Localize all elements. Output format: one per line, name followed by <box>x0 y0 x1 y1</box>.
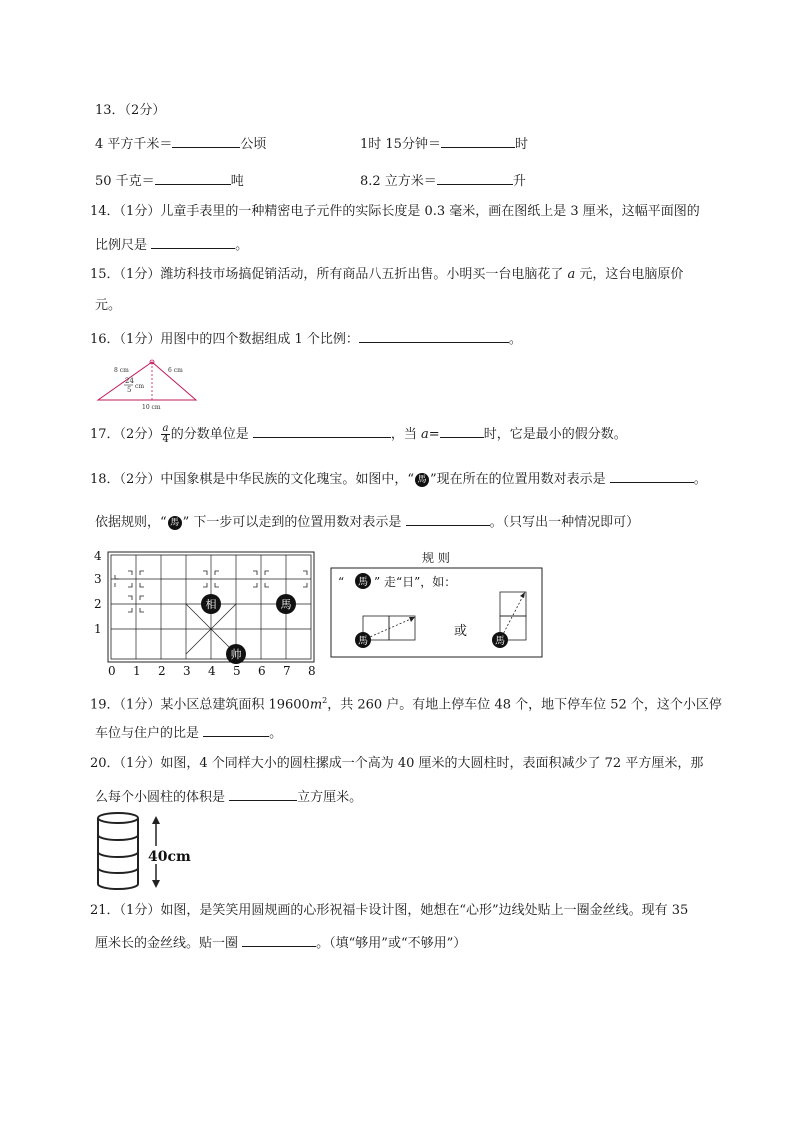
q21-line1: 21．（1分）如图，是笑笑用圆规画的心形祝福卡设计图，她想在“心形”边线处贴上一圈金丝线。现有 35 <box>90 903 689 918</box>
q14-line2: 比例尺是 。 <box>95 235 248 255</box>
answer-blank[interactable] <box>610 469 694 483</box>
height-denominator: 5 <box>127 386 132 394</box>
q18-line2: 依据规则，“ 馬 ” 下一步可以走到的位置用数对表示是 。（只写出一种情况即可） <box>95 512 639 532</box>
q17-line1: 17．（2分） $\frac{a}{4}$ 的分数单位是 ，当 a= 时，它是最小的假分数。 <box>90 423 627 445</box>
x-label: 7 <box>283 664 291 678</box>
xiang-piece <box>201 594 221 614</box>
x-label: 6 <box>258 664 266 678</box>
answer-blank[interactable] <box>437 171 513 185</box>
rules-horse-icon: 馬 <box>358 577 368 588</box>
answer-blank[interactable] <box>359 329 509 343</box>
x-label: 2 <box>158 664 166 678</box>
q16-line1: 16．（1分）用图中的四个数据组成 1 个比例： 。 <box>90 329 522 349</box>
q15-line1: 15．（1分）潍坊科技市场搞促销活动，所有商品八五折出售。小明买一台电脑花了 a 元，这台电脑原价 <box>90 267 684 282</box>
answer-blank[interactable] <box>406 512 490 526</box>
height-label: 40cm <box>148 849 191 865</box>
height-unit: cm <box>135 383 145 390</box>
q15-line2: 元。 <box>95 298 122 313</box>
q21-line2: 厘米长的金丝线。贴一圈 。（填“够用”或“不够用”） <box>95 933 466 953</box>
rules-horse-icon: 馬 <box>495 636 505 647</box>
y-label: 4 <box>94 549 102 563</box>
answer-blank[interactable] <box>203 723 269 737</box>
horse-piece <box>276 594 296 614</box>
answer-blank[interactable] <box>253 424 391 438</box>
q20-line2: 么每个小圆柱的体积是 立方厘米。 <box>95 787 362 807</box>
cylinder-figure <box>92 810 202 892</box>
svg-text:相: 相 <box>205 598 217 611</box>
horse-icon: 馬 <box>415 473 429 487</box>
rules-title: 规 则 <box>422 551 450 565</box>
x-label: 3 <box>183 664 191 678</box>
x-label: 1 <box>133 664 141 678</box>
answer-blank[interactable] <box>229 787 297 801</box>
q20-line1: 20．（1分）如图，4 个同样大小的圆柱摞成一个高为 40 厘米的大圆柱时，表面积减少了 72 平方厘米，那 <box>90 756 704 771</box>
q18-line1: 18．（2分）中国象棋是中华民族的文化瑰宝。如图中，“ 馬 ”现在所在的位置用数对表示是 。 <box>90 469 707 489</box>
svg-text:馬: 馬 <box>280 598 292 611</box>
height-numerator: 24 <box>125 377 134 385</box>
x-label: 4 <box>208 664 216 678</box>
x-label: 5 <box>233 664 241 678</box>
y-label: 3 <box>94 572 102 586</box>
chess-board <box>88 546 328 678</box>
q19-line2: 车位与住户的比是 。 <box>95 723 282 743</box>
x-label: 0 <box>108 664 116 678</box>
y-label: 2 <box>94 597 102 611</box>
answer-blank[interactable] <box>155 171 231 185</box>
triangle-figure <box>92 356 202 412</box>
svg-text:帅: 帅 <box>230 648 242 661</box>
answer-blank[interactable] <box>242 933 316 947</box>
answer-blank[interactable] <box>172 134 240 148</box>
horse-icon: 馬 <box>168 516 182 530</box>
q19-line1: 19．（1分）某小区总建筑面积 $19600m^2$，共 260 户。有地上停车位 48 个，地下停车位 52 个，这个小区停 <box>90 696 722 713</box>
rules-desc: ” 走“日”，如： <box>374 575 457 589</box>
q13-item-d: 8.2 立方米＝ 升 <box>360 171 526 191</box>
answer-blank[interactable] <box>440 424 484 438</box>
shuai-piece <box>226 644 246 664</box>
rules-horse-icon: 馬 <box>358 636 368 647</box>
q13-item-a: 4 平方千米＝ 公顷 <box>95 134 266 154</box>
base-label: 10 cm <box>142 404 161 411</box>
answer-blank[interactable] <box>151 235 235 249</box>
q13-item-c: 50 千克＝ 吨 <box>95 171 244 191</box>
answer-blank[interactable] <box>441 134 515 148</box>
fraction-a-over-4: $\frac{a}{4}$ <box>162 423 169 445</box>
q13-header: 13．（2分） <box>95 103 166 118</box>
x-label: 8 <box>308 664 316 678</box>
side-label-left: 8 cm <box>114 367 129 374</box>
side-label-right: 6 cm <box>168 367 183 374</box>
rules-diagram <box>330 546 545 664</box>
q14-line1: 14．（1分）儿童手表里的一种精密电子元件的实际长度是 0.3 毫米，画在图纸上是 3 厘米，这幅平面图的 <box>90 204 700 219</box>
rules-or: 或 <box>454 624 468 639</box>
rules-quote: “ <box>338 575 345 589</box>
y-label: 1 <box>94 622 102 636</box>
q13-item-b: 1时 15分钟＝ 时 <box>360 134 528 154</box>
